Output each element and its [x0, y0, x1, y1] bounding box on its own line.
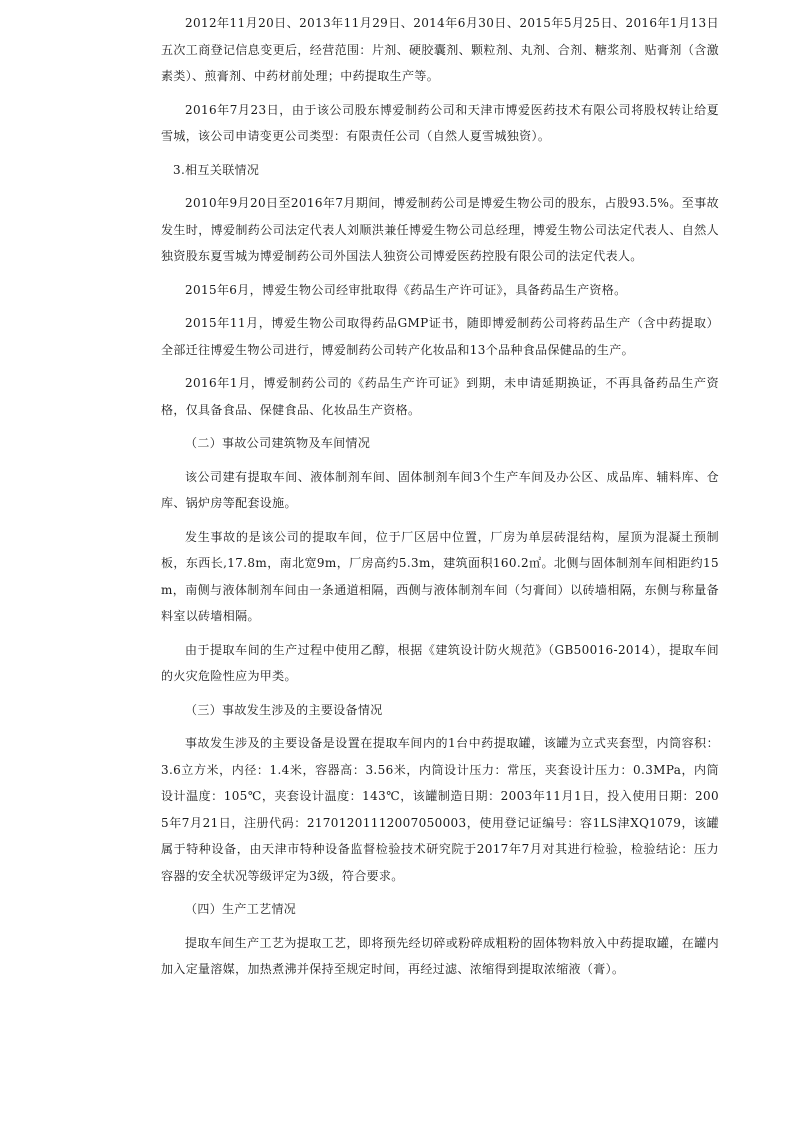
paragraph-gap	[161, 457, 719, 464]
paragraph-shareholding: 2010年9月20日至2016年7月期间，博爱制药公司是博爱生物公司的股东，占股93.5%。至事故发生时，博爱制药公司法定代表人刘顺洪兼任博爱生物公司总经理，博爱生物公司法定代表人、自然人独资股东夏雪城为博爱制药公司外国法人独资公司博爱医药控股有限公司的法定代表人。	[161, 196, 719, 263]
section-heading-equipment: （三）事故发生涉及的主要设备情况	[185, 702, 383, 717]
paragraph-gap	[161, 90, 719, 97]
paragraph-extraction-tank: 事故发生涉及的主要设备是设置在提取车间内的1台中药提取罐，该罐为立式夹套型，内筒容积：3.6立方米，内径：1.4米，容器高：3.56米，内筒设计压力：常压，夹套设计压力：0.3MPa，内筒设计温度：105℃，夹套设计温度：143℃，该罐制造日期：2003年11月1日，投入使用日期：2005年7月21日，注册代码：21701201112007050003，使用登记证编号：容1LS津XQ1079，该罐属于特种设备，由天津市特种设备监督检验技术研究院于2017年7月对其进行检验，检验结论：压力容器的安全状况等级评定为3级，符合要求。	[161, 736, 719, 883]
paragraph-gap	[161, 363, 719, 370]
section-heading-process: （四）生产工艺情况	[185, 902, 297, 916]
paragraph-gap	[161, 630, 719, 637]
paragraph-production-license: 2015年6月，博爱生物公司经审批取得《药品生产许可证》，具备药品生产资格。	[185, 282, 627, 297]
paragraph-business-scope: 2012年11月20日、2013年11月29日、2014年6月30日、2015年5月25日、2016年1月13日五次工商登记信息变更后，经营范围：片剂、硬胶囊剂、颗粒剂、丸剂、合剂、糖浆剂、贴膏剂（含激素类）、煎膏剂、中药材前处理；中药提取生产等。	[161, 16, 719, 83]
paragraph-gap	[161, 923, 719, 930]
paragraph-gap	[161, 517, 719, 524]
paragraph-gap	[161, 303, 719, 310]
paragraph-facilities: 该公司建有提取车间、液体制剂车间、固体制剂车间3个生产车间及办公区、成品库、辅料库、仓库、锅炉房等配套设施。	[161, 469, 719, 510]
paragraph-gap	[161, 723, 719, 730]
paragraph-process-description: 提取车间生产工艺为提取工艺，即将预先经切碎或粉碎成粗粉的固体物料放入中药提取罐，在罐内加入定量溶媒，加热煮沸并保持至规定时间，再经过滤、浓缩得到提取浓缩液（膏）。	[161, 935, 719, 976]
paragraph-extraction-workshop: 发生事故的是该公司的提取车间，位于厂区居中位置，厂房为单层砖混结构，屋顶为混凝土预制板，东西长,17.8m，南北宽9m，厂房高约5.3m，建筑面积160.2㎡。北侧与固体制剂车间相距约15m，南侧与液体制剂车间由一条通道相隔，西侧与液体制剂车间（匀膏间）以砖墙相隔，东侧与称量备料室以砖墙相隔。	[161, 529, 719, 623]
paragraph-gap	[161, 270, 719, 277]
paragraph-license-expiry: 2016年1月，博爱制药公司的《药品生产许可证》到期，未申请延期换证，不再具备药品生产资格，仅具备食品、保健食品、化妆品生产资格。	[161, 376, 719, 417]
document-body	[161, 10, 719, 983]
paragraph-gap	[161, 150, 719, 157]
section-heading-relations: 3.相互关联情况	[173, 162, 260, 177]
paragraph-gap	[161, 183, 719, 190]
paragraph-gap	[161, 889, 719, 896]
paragraph-gap	[161, 423, 719, 430]
paragraph-company-type-change: 2016年7月23日，由于该公司股东博爱制药公司和天津市博爱医药技术有限公司将股权转让给夏雪城，该公司申请变更公司类型：有限责任公司（自然人夏雪城独资）。	[161, 102, 719, 143]
paragraph-fire-hazard: 由于提取车间的生产过程中使用乙醇，根据《建筑设计防火规范》（GB50016-2014），提取车间的火灾危险性应为甲类。	[161, 642, 719, 683]
paragraph-gap	[161, 690, 719, 697]
section-heading-buildings: （二）事故公司建筑物及车间情况	[185, 436, 371, 450]
paragraph-gmp-certificate: 2015年11月，博爱生物公司取得药品GMP证书，随即博爱制药公司将药品生产（含中药提取）全部迁往博爱生物公司进行，博爱制药公司转产化妆品和13个品种食品保健品的生产。	[161, 316, 719, 357]
